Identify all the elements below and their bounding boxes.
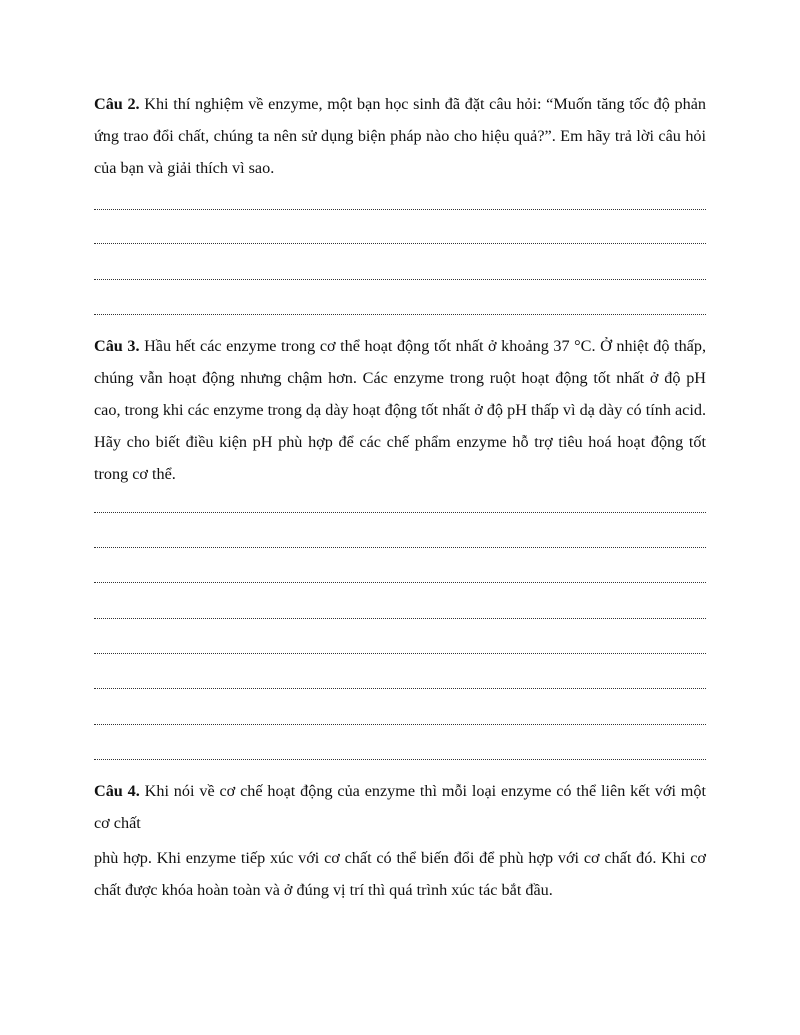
question-2-text: Khi thí nghiệm về enzyme, một bạn học sinh đã đặt câu hỏi: “Muốn tăng tốc độ phản ứng trao đổi chất, chúng ta nên sử dụng biện pháp nào cho hiệu quả?”. Em hãy trả lời câu hỏi của bạn và giải thích vì sao.	[94, 95, 706, 177]
answer-line-q2-2[interactable]	[94, 243, 706, 244]
answer-line-q3-3[interactable]	[94, 582, 706, 583]
answer-line-q3-5[interactable]	[94, 653, 706, 654]
question-3-text: Hầu hết các enzyme trong cơ thể hoạt động tốt nhất ở khoảng 37 °C. Ở nhiệt độ thấp, chúng vẫn hoạt động nhưng chậm hơn. Các enzyme trong ruột hoạt động tốt nhất ở độ pH cao, trong khi các enzyme trong dạ dày hoạt động tốt nhất ở độ pH thấp vì dạ dày có tính acid. Hãy cho biết điều kiện pH phù hợp để các chế phẩm enzyme hỗ trợ tiêu hoá hoạt động tốt trong cơ thể.	[94, 337, 706, 483]
question-3	[94, 330, 706, 490]
answer-line-q3-6[interactable]	[94, 688, 706, 689]
answer-line-q3-4[interactable]	[94, 618, 706, 619]
answer-line-q3-7[interactable]	[94, 724, 706, 725]
answer-line-q3-1[interactable]	[94, 512, 706, 513]
question-2-label: Câu 2.	[94, 95, 140, 113]
answer-line-q2-3[interactable]	[94, 279, 706, 280]
answer-line-q3-8[interactable]	[94, 759, 706, 760]
question-4	[94, 775, 706, 839]
question-4-text: Khi nói về cơ chế hoạt động của enzyme thì mỗi loại enzyme có thể liên kết với một cơ chất	[94, 782, 706, 832]
answer-line-q3-2[interactable]	[94, 547, 706, 548]
answer-line-q2-4[interactable]	[94, 314, 706, 315]
answer-line-q2-1[interactable]	[94, 209, 706, 210]
question-4-continuation: phù hợp. Khi enzyme tiếp xúc với cơ chất có thể biến đổi để phù hợp với cơ chất đó. Khi cơ chất được khóa hoàn toàn và ở đúng vị trí thì quá trình xúc tác bắt đầu.	[94, 849, 706, 899]
question-2	[94, 88, 706, 184]
question-3-label: Câu 3.	[94, 337, 140, 355]
question-4-label: Câu 4.	[94, 782, 140, 800]
